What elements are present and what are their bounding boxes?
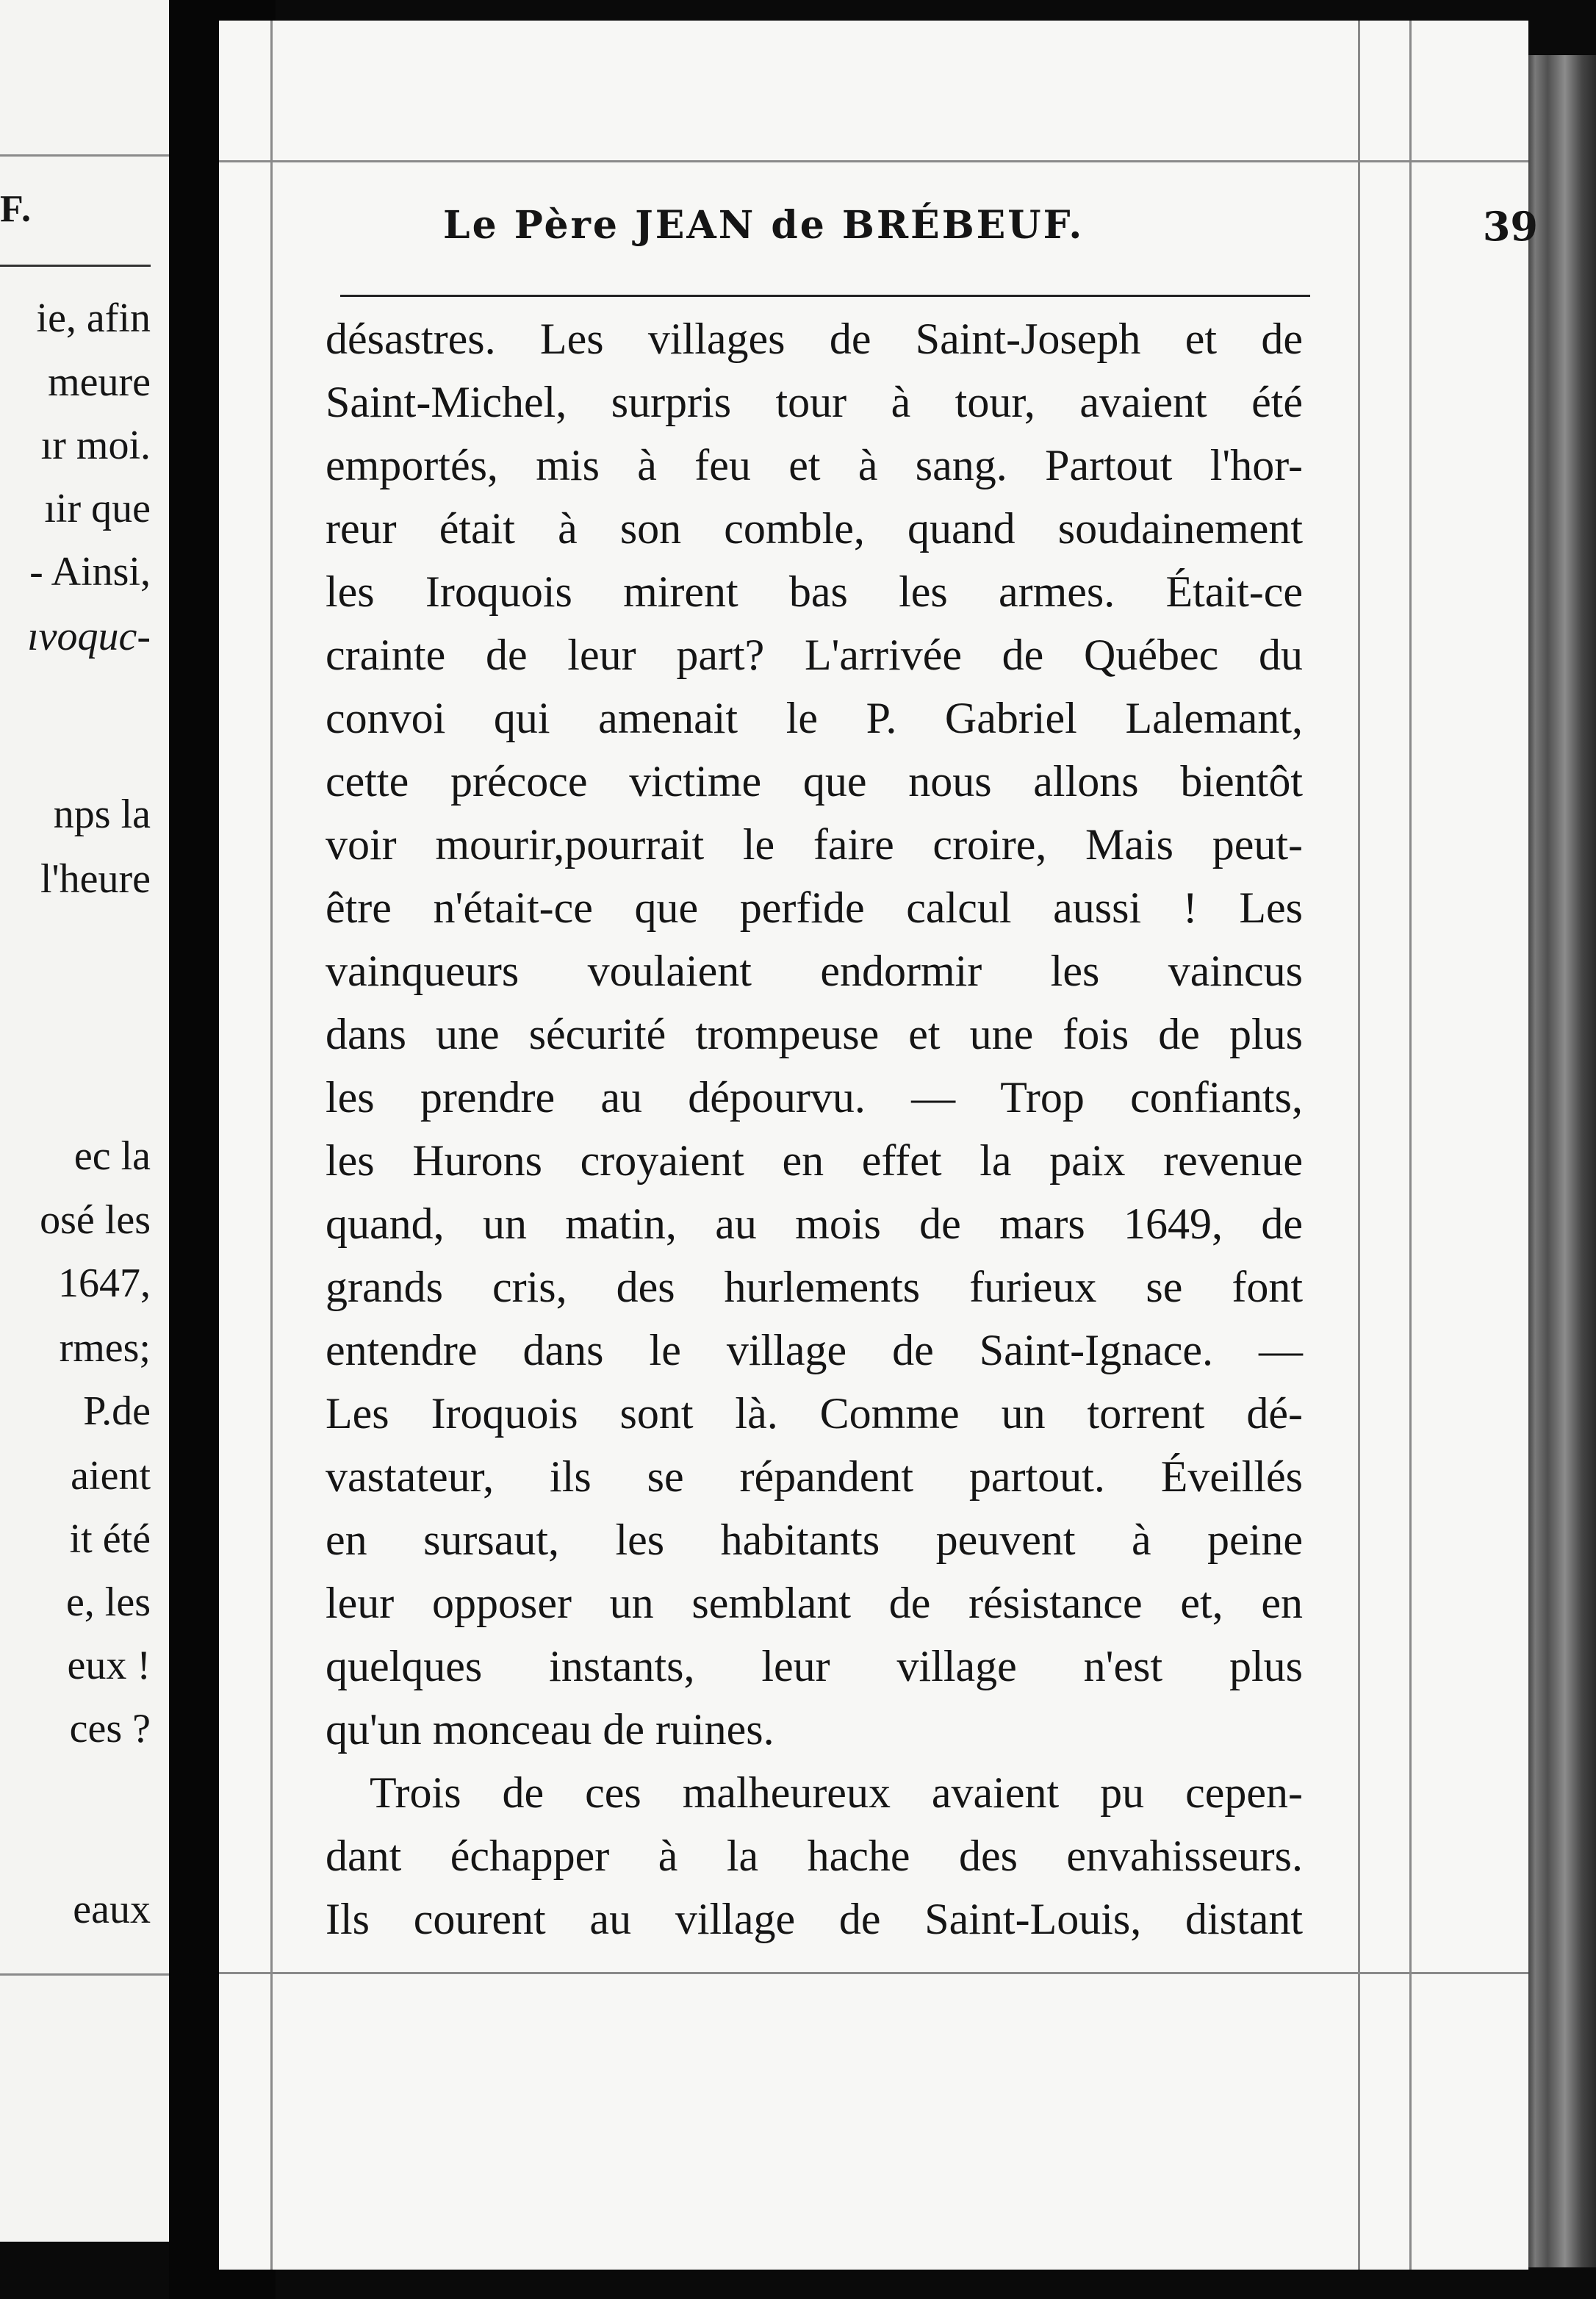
left-text-line: ec la (73, 1133, 151, 1179)
text-line: quelques instants, leur village n'est plus (326, 1642, 1303, 1690)
left-frame-rule (270, 21, 273, 2270)
text-line: Les Iroquois sont là. Comme un torrent dé- (326, 1389, 1303, 1438)
text-line: emportés, mis à feu et à sang. Partout l'hor- (326, 441, 1303, 489)
text-line: en sursaut, les habitants peuvent à peine (326, 1516, 1303, 1564)
text-line: grands cris, des hurlements furieux se font (326, 1263, 1303, 1311)
right-frame-rule (1358, 21, 1360, 2270)
running-header-title: Le Père JEAN de BRÉBEUF. (443, 203, 1085, 248)
text-line: dant échapper à la hache des envahisseurs. (326, 1832, 1303, 1880)
text-line: reur était à son comble, quand soudainement (326, 504, 1303, 553)
left-text-line: 1647, (58, 1260, 151, 1306)
text-line: les Iroquois mirent bas les armes. Était-ce (326, 567, 1303, 616)
page-edges (1527, 55, 1596, 2267)
top-frame-rule (219, 160, 1528, 162)
text-line: désastres. Les villages de Saint-Joseph et de (326, 315, 1303, 363)
left-text-line: it été (69, 1516, 151, 1562)
left-text-line: ie, afin (36, 295, 151, 341)
bottom-frame-rule (219, 1972, 1528, 1974)
main-page (219, 21, 1538, 2270)
left-text-line: eaux (73, 1887, 151, 1932)
left-text-line: osé les (40, 1197, 151, 1243)
text-line: cette précoce victime que nous allons bientôt (326, 757, 1303, 806)
left-text-line: ces ? (69, 1706, 151, 1751)
text-line: être n'était-ce que perfide calcul aussi ! Les (326, 883, 1303, 932)
text-line: dans une sécurité trompeuse et une fois de plus (326, 1010, 1303, 1058)
left-text-line: eux ! (67, 1643, 151, 1688)
left-text-line: e, les (65, 1579, 151, 1625)
text-line: les prendre au dépourvu. — Trop confiants, (326, 1073, 1303, 1122)
left-text-line: ıvoquc- (27, 614, 151, 659)
text-line: Ils courent au village de Saint-Louis, distant (326, 1895, 1303, 1943)
left-header-rule (0, 265, 151, 267)
text-line: Saint-Michel, surpris tour à tour, avaient été (326, 378, 1303, 426)
left-text-line: P.de (83, 1388, 151, 1434)
left-running-header: F. (0, 188, 32, 230)
left-text-line: aient (71, 1453, 151, 1499)
left-text-line: rmes; (59, 1325, 151, 1371)
left-text-line: nps la (53, 792, 151, 837)
text-line: leur opposer un semblant de résistance et, en (326, 1579, 1303, 1627)
text-line: vainqueurs voulaient endormir les vaincus (326, 947, 1303, 995)
text-line: voir mourir,pourrait le faire croire, Mais peut- (326, 820, 1303, 869)
left-text-line: ır moi. (40, 423, 151, 468)
left-text-line: - Ainsi, (29, 549, 151, 595)
left-text-line: ıir que (44, 486, 151, 531)
text-line: crainte de leur part? L'arrivée de Québec du (326, 631, 1303, 679)
text-line: qu'un monceau de ruines. (326, 1705, 774, 1754)
text-line: les Hurons croyaient en effet la paix revenue (326, 1136, 1303, 1185)
text-line: quand, un matin, au mois de mars 1649, de (326, 1199, 1303, 1248)
left-text-line: meure (48, 359, 151, 405)
header-rule (340, 295, 1310, 297)
page-number: 39 (1482, 203, 1538, 250)
text-line: Trois de ces malheureux avaient pu cepen- (370, 1768, 1303, 1817)
left-text-line: l'heure (40, 856, 151, 902)
running-header (443, 203, 1538, 262)
text-line: entendre dans le village de Saint-Ignace. — (326, 1326, 1303, 1374)
outer-right-frame-rule (1409, 21, 1412, 2270)
text-line: convoi qui amenait le P. Gabriel Lalemant, (326, 694, 1303, 742)
body-text (326, 307, 1303, 1951)
text-line: vastateur, ils se répandent partout. Éveillés (326, 1452, 1303, 1501)
